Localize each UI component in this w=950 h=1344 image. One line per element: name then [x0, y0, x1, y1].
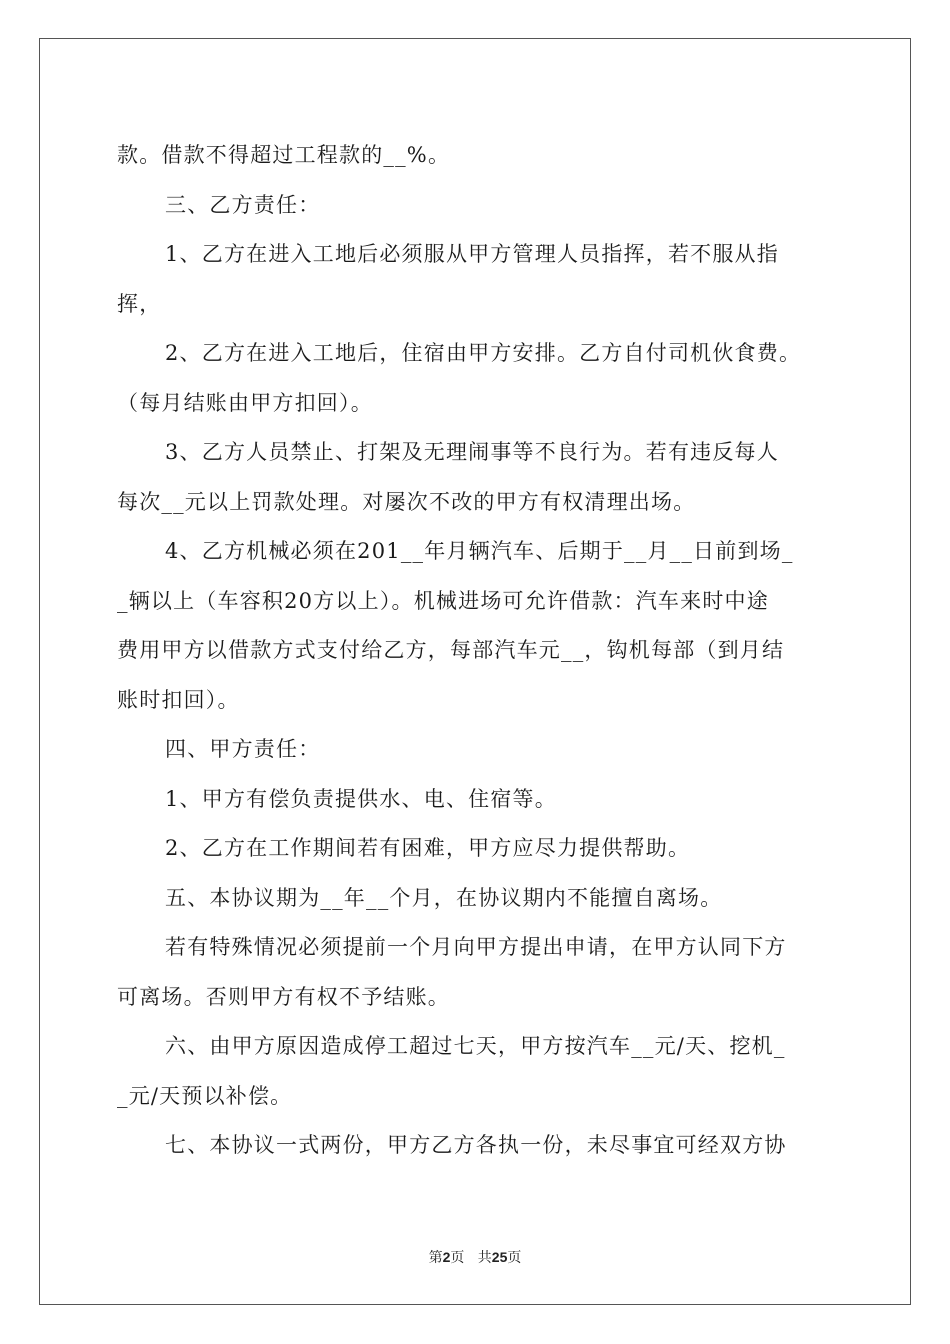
text-line: 六、由甲方原因造成停工超过七天，甲方按汽车__元/天、挖机_: [165, 1034, 786, 1058]
text-line: 款。借款不得超过工程款的__%。: [117, 143, 451, 167]
text-line: 4、乙方机械必须在201__年月辆汽车、后期于__月__日前到场_: [165, 539, 794, 563]
footer-page-suffix: 页: [450, 1250, 465, 1266]
text-line: 2、乙方在进入工地后，住宿由甲方安排。乙方自付司机伙食费。: [165, 341, 802, 365]
text-line: 挥，: [117, 291, 162, 316]
page-footer: [0, 1248, 950, 1267]
footer-page-prefix: 第: [428, 1250, 443, 1266]
text-line: 四、甲方责任：: [165, 737, 321, 761]
text-line: （每月结账由甲方扣回）。: [117, 390, 373, 415]
document-body: [117, 131, 837, 1171]
footer-total-suffix: 页: [507, 1250, 522, 1266]
footer-total-pages: 25: [491, 1249, 508, 1265]
text-line: 可离场。否则甲方有权不予结账。: [117, 984, 450, 1009]
text-line: 若有特殊情况必须提前一个月向甲方提出申请，在甲方认同下方: [165, 935, 787, 959]
footer-page-number: 2: [442, 1249, 451, 1265]
text-line: 1、甲方有偿负责提供水、电、住宿等。: [165, 786, 557, 811]
footer-total-prefix: 共: [477, 1250, 492, 1266]
text-line: 三、乙方责任：: [165, 192, 321, 217]
text-line: 七、本协议一式两份，甲方乙方各执一份，未尽事宜可经双方协: [165, 1133, 787, 1157]
text-line: 2、乙方在工作期间若有困难，甲方应尽力提供帮助。: [165, 836, 691, 860]
text-line: 3、乙方人员禁止、打架及无理闹事等不良行为。若有违反每人: [165, 440, 779, 464]
text-line: 1、乙方在进入工地后必须服从甲方管理人员指挥，若不服从指: [165, 242, 779, 266]
text-line: 账时扣回）。: [117, 687, 240, 712]
text-line: 每次__元以上罚款处理。对屡次不改的甲方有权清理出场。: [117, 489, 696, 514]
text-line: 费用甲方以借款方式支付给乙方，每部汽车元__，钩机每部（到月结: [117, 638, 785, 662]
text-line: 五、本协议期为__年__个月，在协议期内不能擅自离场。: [165, 885, 723, 910]
text-line: _辆以上（车容积20方以上）。机械进场可允许借款：汽车来时中途: [117, 588, 769, 613]
text-line: _元/天预以补偿。: [117, 1083, 293, 1108]
